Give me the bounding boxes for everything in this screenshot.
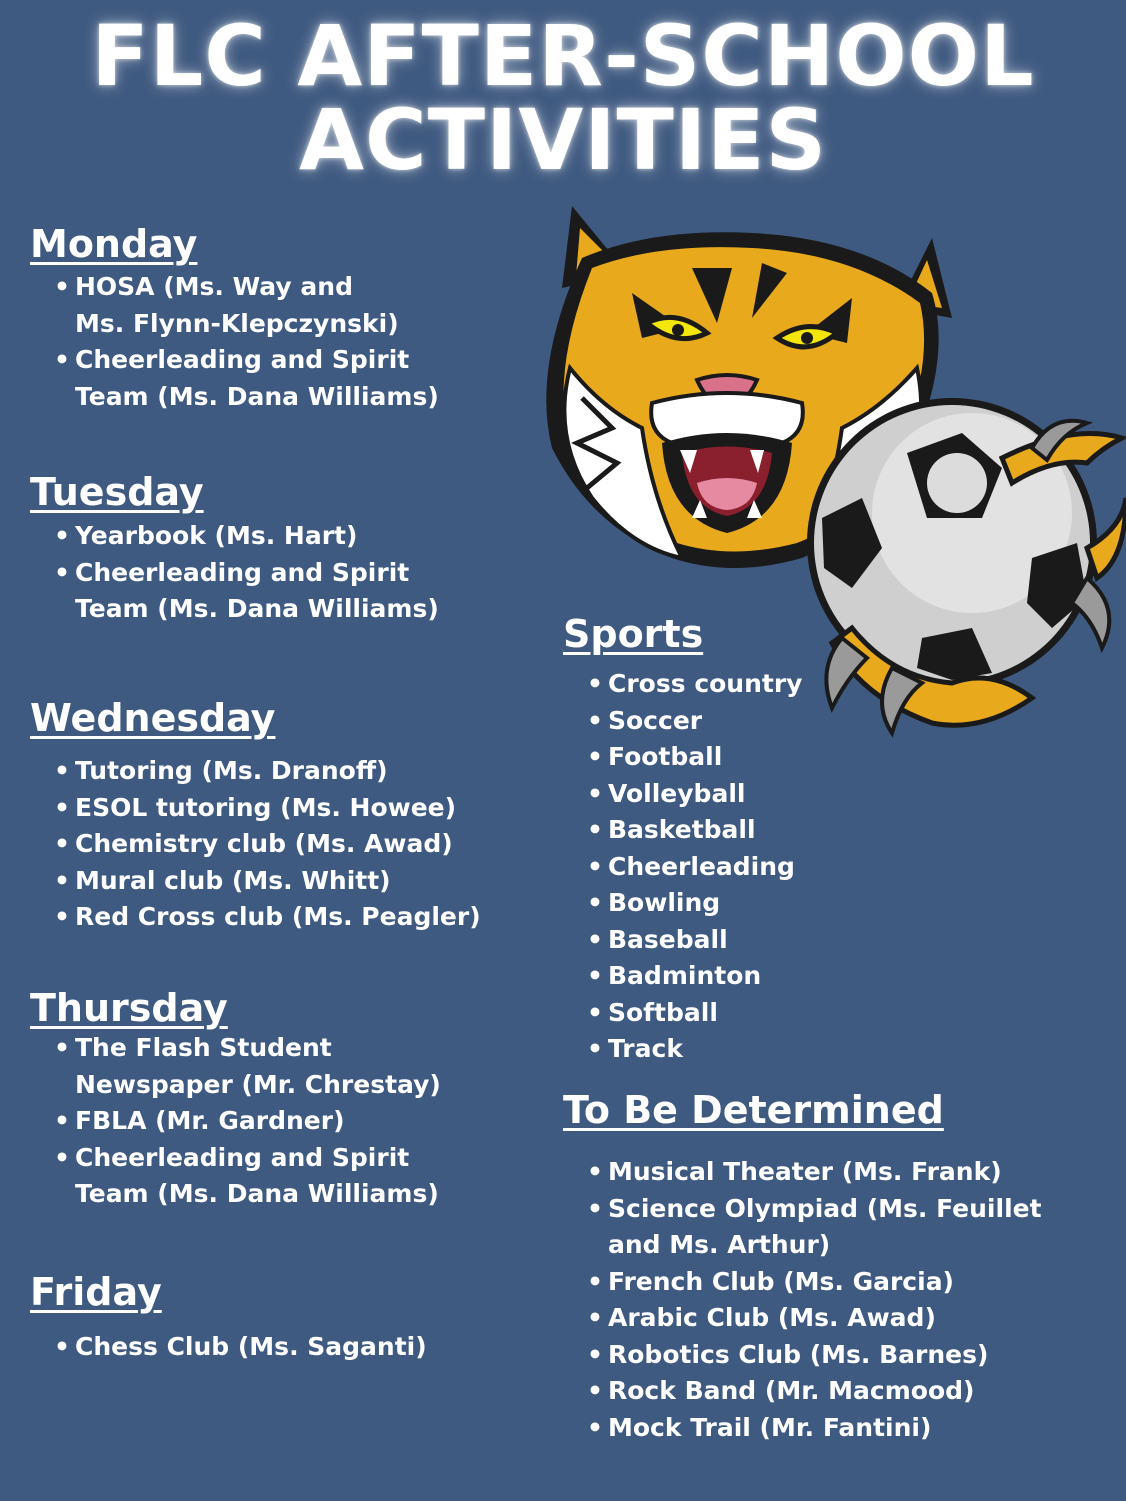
bullet-icon: •: [54, 792, 70, 822]
list-item: • Football: [563, 739, 1083, 776]
bullet-icon: •: [54, 865, 70, 895]
list-item: • Musical Theater (Ms. Frank): [563, 1154, 1103, 1191]
bullet-icon: •: [587, 742, 603, 771]
list-item: • Tutoring (Ms. Dranoff): [30, 753, 530, 790]
bullet-icon: •: [587, 705, 603, 735]
bullet-icon: •: [54, 902, 70, 931]
wednesday-section: [30, 696, 530, 936]
list-item: • The Flash Student Newspaper (Mr. Chrestay): [30, 1030, 445, 1103]
bullet-icon: •: [587, 1303, 603, 1332]
bullet-icon: •: [54, 557, 70, 587]
bullet-icon: •: [587, 997, 603, 1027]
wednesday-heading: Wednesday: [30, 696, 276, 740]
monday-heading: Monday: [30, 222, 198, 266]
list-item: • Chemistry club (Ms. Awad): [30, 826, 530, 863]
page-title: [0, 7, 1126, 189]
list-item: • Yearbook (Ms. Hart): [30, 518, 500, 555]
list-item: • Arabic Club (Ms. Awad): [563, 1300, 1103, 1337]
bullet-icon: •: [587, 1034, 603, 1063]
bullet-icon: •: [54, 1033, 70, 1062]
bullet-icon: •: [587, 669, 603, 698]
bullet-icon: •: [54, 829, 70, 858]
tbd-section: [563, 1088, 1103, 1446]
bullet-icon: •: [587, 924, 603, 954]
list-item: • Volleyball: [563, 776, 1083, 813]
tuesday-section: [30, 470, 500, 628]
list-item: • Badminton: [563, 958, 1083, 995]
bullet-icon: •: [587, 1339, 603, 1369]
tuesday-list: [30, 518, 500, 628]
tuesday-heading: Tuesday: [30, 470, 204, 514]
list-item: • FBLA (Mr. Gardner): [30, 1103, 500, 1140]
list-item: • French Club (Ms. Garcia): [563, 1264, 1103, 1301]
list-item: • Basketball: [563, 812, 1083, 849]
bullet-icon: •: [587, 1193, 603, 1223]
list-item: • Softball: [563, 995, 1083, 1032]
title-line-2: ACTIVITIES: [299, 91, 827, 189]
list-item: • HOSA (Ms. Way and Ms. Flynn-Klepczynski): [30, 269, 410, 342]
bullet-icon: •: [54, 345, 70, 374]
bullet-icon: •: [54, 272, 70, 301]
sports-heading: Sports: [563, 612, 704, 656]
bullet-icon: •: [54, 1332, 70, 1361]
bullet-icon: •: [587, 961, 603, 990]
friday-section: [30, 1270, 500, 1366]
sports-list: [563, 666, 1083, 1068]
sports-section: [563, 612, 1083, 1068]
wednesday-list: [30, 753, 530, 936]
list-item: • Cheerleading and Spirit Team (Ms. Dana Williams): [30, 342, 445, 415]
list-item: • Soccer: [563, 703, 1083, 740]
bullet-icon: •: [587, 851, 603, 881]
friday-heading: Friday: [30, 1270, 162, 1314]
list-item: • ESOL tutoring (Ms. Howee): [30, 790, 530, 827]
bullet-icon: •: [54, 521, 70, 550]
friday-list: [30, 1329, 500, 1366]
list-item: • Mural club (Ms. Whitt): [30, 863, 530, 900]
thursday-section: [30, 986, 500, 1213]
list-item: • Cross country: [563, 666, 1083, 703]
list-item: • Robotics Club (Ms. Barnes): [563, 1337, 1103, 1374]
list-item: • Red Cross club (Ms. Peagler): [30, 899, 530, 936]
list-item: • Baseball: [563, 922, 1083, 959]
list-item: • Science Olympiad (Ms. Feuillet and Ms. Arthur): [563, 1191, 1078, 1264]
list-item: • Bowling: [563, 885, 1083, 922]
list-item: • Cheerleading and Spirit Team (Ms. Dana Williams): [30, 1140, 445, 1213]
monday-section: [30, 222, 500, 415]
bullet-icon: •: [587, 1157, 603, 1186]
monday-list: [30, 269, 500, 415]
bullet-icon: •: [587, 778, 603, 808]
list-item: • Track: [563, 1031, 1083, 1068]
bullet-icon: •: [54, 1142, 70, 1172]
thursday-heading: Thursday: [30, 986, 228, 1030]
tbd-list: [563, 1154, 1103, 1446]
bullet-icon: •: [587, 1412, 603, 1442]
tbd-heading: To Be Determined: [563, 1088, 944, 1132]
list-item: • Rock Band (Mr. Macmood): [563, 1373, 1103, 1410]
bullet-icon: •: [54, 1106, 70, 1135]
list-item: • Cheerleading and Spirit Team (Ms. Dana Williams): [30, 555, 445, 628]
list-item: • Cheerleading: [563, 849, 1083, 886]
list-item: • Chess Club (Ms. Saganti): [30, 1329, 500, 1366]
bullet-icon: •: [587, 1266, 603, 1296]
bullet-icon: •: [54, 756, 70, 785]
bullet-icon: •: [587, 888, 603, 917]
title-line-1: FLC AFTER-SCHOOL: [91, 7, 1035, 105]
list-item: • Mock Trail (Mr. Fantini): [563, 1410, 1103, 1447]
bullet-icon: •: [587, 815, 603, 844]
thursday-list: [30, 1030, 500, 1213]
bullet-icon: •: [587, 1376, 603, 1405]
